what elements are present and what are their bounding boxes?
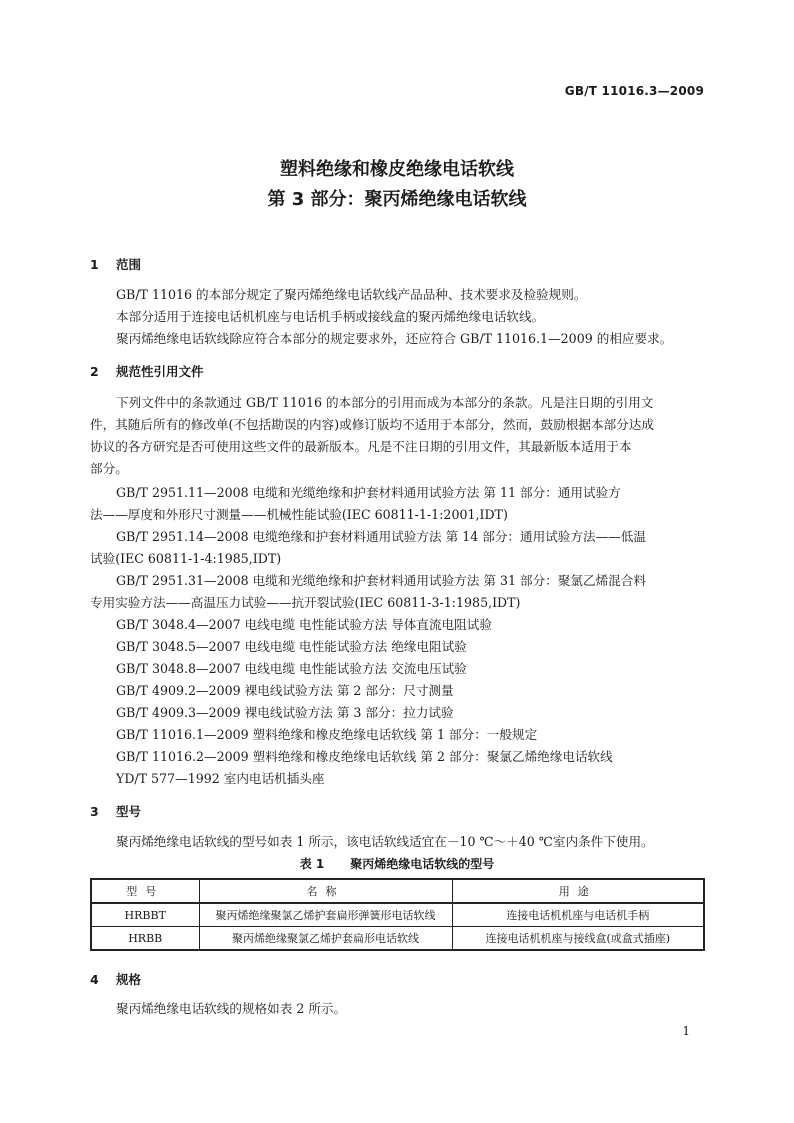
models-intro: 聚丙烯绝缘电话软线的型号如表 1 所示，该电话软线适宜在－10 ℃～＋40 ℃室内条件下使用。 bbox=[116, 834, 654, 849]
section-number: 1 bbox=[90, 257, 99, 272]
table-header-cell: 名称 bbox=[199, 879, 452, 903]
section-heading-models bbox=[90, 802, 141, 820]
reference-item: GB/T 2951.11—2008 电缆和光缆绝缘和护套材料通用试验方法 第 11 部分：通用试验方 bbox=[116, 485, 621, 500]
models-table bbox=[90, 878, 705, 951]
section-title: 型号 bbox=[116, 804, 142, 819]
references-intro-line: 下列文件中的条款通过 GB/T 11016 的本部分的引用而成为本部分的条款。凡是注日期的引用文 bbox=[116, 395, 654, 410]
scope-paragraph: 聚丙烯绝缘电话软线除应符合本部分的规定要求外，还应符合 GB/T 11016.1—2009 的相应要求。 bbox=[116, 331, 673, 346]
reference-item: GB/T 2951.14—2008 电缆绝缘和护套材料通用试验方法 第 14 部分：通用试验方法——低温 bbox=[116, 529, 646, 544]
scope-paragraph: 本部分适用于连接电话机机座与电话机手柄或接线盒的聚丙烯绝缘电话软线。 bbox=[116, 309, 545, 324]
section-number: 2 bbox=[90, 364, 99, 379]
section-title: 规范性引用文件 bbox=[116, 364, 204, 379]
reference-item-continuation: 法——厚度和外形尺寸测量——机械性能试验(IEC 60811-1-1:2001,IDT) bbox=[90, 507, 508, 522]
table-cell: 聚丙烯绝缘聚氯乙烯护套扁形弹簧形电话软线 bbox=[199, 903, 452, 927]
document-title-line2: 第 3 部分：聚丙烯绝缘电话软线 bbox=[267, 189, 527, 210]
reference-item-continuation: 专用实验方法——高温压力试验——抗开裂试验(IEC 60811-3-1:1985,IDT) bbox=[90, 595, 521, 610]
section-title: 范围 bbox=[116, 257, 142, 272]
section-number: 3 bbox=[90, 804, 99, 819]
standard-code: GB/T 11016.3—2009 bbox=[564, 84, 704, 98]
table-cell: HRBB bbox=[91, 927, 199, 951]
table-cell: 连接电话机机座与电话机手柄 bbox=[452, 903, 704, 927]
table-cell: 连接电话机机座与接线盒(或盒式插座) bbox=[452, 927, 704, 951]
specs-paragraph: 聚丙烯绝缘电话软线的规格如表 2 所示。 bbox=[116, 1001, 347, 1016]
references-intro-line: 件，其随后所有的修改单(不包括勘误的内容)或修订版均不适用于本部分，然而，鼓励根据本部分达成 bbox=[90, 417, 654, 432]
section-title: 规格 bbox=[116, 972, 142, 987]
reference-item-continuation: 试验(IEC 60811-1-4:1985,IDT) bbox=[90, 551, 282, 566]
section-heading-scope bbox=[90, 255, 141, 273]
table-header-cell: 型号 bbox=[91, 879, 199, 903]
references-intro-line: 协议的各方研究是否可使用这些文件的最新版本。凡是不注日期的引用文件，其最新版本适用于本 bbox=[90, 439, 632, 454]
table-header-cell: 用途 bbox=[452, 879, 704, 903]
reference-item: GB/T 11016.2—2009 塑料绝缘和橡皮绝缘电话软线 第 2 部分：聚氯乙烯绝缘电话软线 bbox=[116, 749, 613, 764]
reference-item: GB/T 3048.4—2007 电线电缆 电性能试验方法 导体直流电阻试验 bbox=[116, 617, 492, 632]
reference-item: GB/T 2951.31—2008 电缆和光缆绝缘和护套材料通用试验方法 第 31 部分：聚氯乙烯混合料 bbox=[116, 573, 646, 588]
reference-item: GB/T 4909.2—2009 裸电线试验方法 第 2 部分：尺寸测量 bbox=[116, 683, 454, 698]
scope-paragraph: GB/T 11016 的本部分规定了聚丙烯绝缘电话软线产品品种、技术要求及检验规则。 bbox=[116, 287, 587, 302]
reference-item: GB/T 3048.5—2007 电线电缆 电性能试验方法 绝缘电阻试验 bbox=[116, 639, 467, 654]
reference-item: GB/T 11016.1—2009 塑料绝缘和橡皮绝缘电话软线 第 1 部分：一般规定 bbox=[116, 727, 538, 742]
reference-item: GB/T 3048.8—2007 电线电缆 电性能试验方法 交流电压试验 bbox=[116, 661, 467, 676]
table-row bbox=[91, 903, 704, 927]
table-cell: 聚丙烯绝缘聚氯乙烯护套扁形电话软线 bbox=[199, 927, 452, 951]
table-caption-title: 聚丙烯绝缘电话软线的型号 bbox=[350, 857, 495, 871]
document-title-line1: 塑料绝缘和橡皮绝缘电话软线 bbox=[280, 159, 514, 180]
reference-item: YD/T 577—1992 室内电话机插头座 bbox=[116, 771, 325, 786]
table-caption-number: 表 1 bbox=[299, 857, 325, 871]
section-number: 4 bbox=[90, 972, 99, 987]
references-intro-line: 部分。 bbox=[90, 461, 128, 476]
table-caption bbox=[0, 855, 794, 872]
table-row bbox=[91, 927, 704, 951]
section-heading-references bbox=[90, 362, 204, 380]
page-number: 1 bbox=[682, 1024, 690, 1038]
table-cell: HRBBT bbox=[91, 903, 199, 927]
table-header-row bbox=[91, 879, 704, 903]
reference-item: GB/T 4909.3—2009 裸电线试验方法 第 3 部分：拉力试验 bbox=[116, 705, 454, 720]
section-heading-specs bbox=[90, 970, 141, 988]
